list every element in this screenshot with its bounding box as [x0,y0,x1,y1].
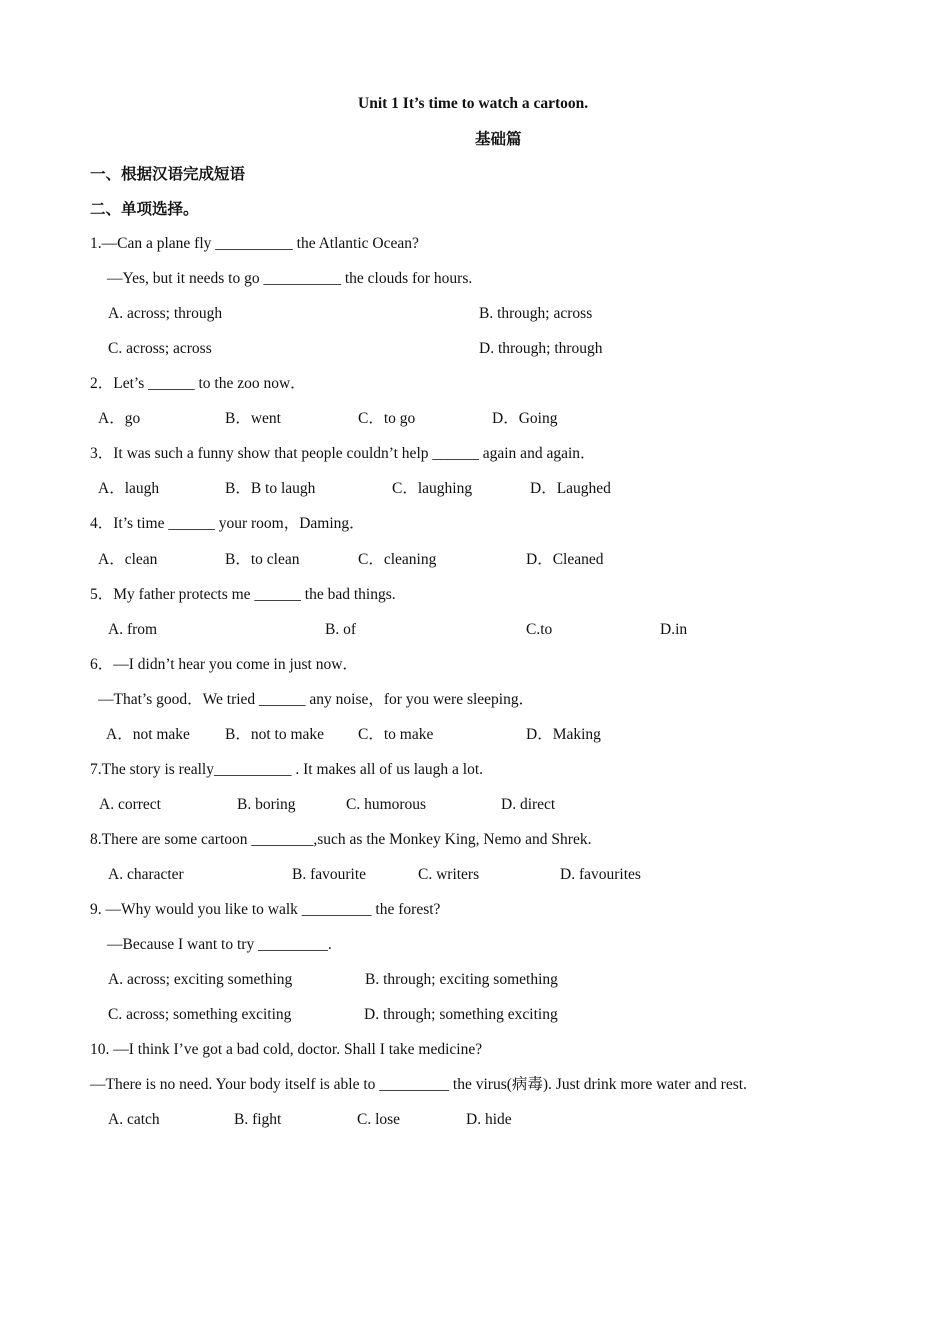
question-7-option-b: B. boring [237,796,296,813]
question-10-option-a: A. catch [108,1111,160,1128]
question-9-stem: 9. —Why would you like to walk _________ the forest? [90,901,441,918]
question-3-option-b: B．B to laugh [225,480,316,497]
question-9-option-a: A. across; exciting something [108,971,293,988]
question-2-option-b: B．went [225,410,281,427]
question-10-option-c: C. lose [357,1111,401,1128]
question-9-stem-reply: —Because I want to try _________. [107,936,332,953]
question-5-option-a: A. from [108,621,158,638]
question-6-option-a: A．not make [106,726,190,743]
question-1-stem-reply: —Yes, but it needs to go __________ the clouds for hours. [107,270,473,287]
question-4-stem: 4．It’s time ______ your room，Daming． [90,515,365,532]
question-8-option-b: B. favourite [292,866,367,883]
question-2-option-d: D．Going [492,410,558,427]
question-6-option-b: B．not to make [225,726,325,743]
question-1-option-a: A. across; through [108,305,223,322]
question-3-option-a: A．laugh [98,480,160,497]
page-title: Unit 1 It’s time to watch a cartoon. [358,95,589,112]
question-6-stem-reply: —That’s good．We tried ______ any noise，for you were sleeping． [98,691,535,708]
page-subtitle: 基础篇 [475,130,522,148]
question-5-option-d: D.in [660,621,688,638]
question-6-stem: 6．—I didn’t hear you come in just now． [90,656,358,673]
question-9-option-c: C. across; something exciting [108,1006,292,1023]
question-5-option-c: C.to [526,621,553,638]
question-3-stem: 3．It was such a funny show that people couldn’t help ______ again and again． [90,445,596,462]
question-10-option-d: D. hide [466,1111,512,1128]
question-10-stem: 10. —I think I’ve got a bad cold, doctor. Shall I take medicine? [90,1041,483,1058]
question-4-option-d: D．Cleaned [526,551,604,568]
question-8-option-d: D. favourites [560,866,641,883]
question-4-option-c: C．cleaning [358,551,437,568]
question-7-option-a: A. correct [99,796,161,813]
question-7-stem: 7.The story is really__________ . It makes all of us laugh a lot. [90,761,484,778]
question-2-option-a: A．go [98,410,141,427]
question-9-option-d: D. through; something exciting [364,1006,558,1023]
question-8-stem: 8.There are some cartoon ________,such as the Monkey King, Nemo and Shrek. [90,831,592,848]
question-5-option-b: B. of [325,621,356,638]
question-10-stem-reply: —There is no need. Your body itself is able to _________ the virus(病毒). Just drink more water and rest. [90,1076,747,1093]
question-1-option-d: D. through; through [479,340,603,357]
question-7-option-c: C. humorous [346,796,427,813]
question-2-option-c: C．to go [358,410,416,427]
question-2-stem: 2．Let’s ______ to the zoo now． [90,375,306,392]
question-5-stem: 5．My father protects me ______ the bad things. [90,586,396,603]
question-9-option-b: B. through; exciting something [365,971,558,988]
section-heading-2: 二、单项选择。 [90,200,199,218]
question-3-option-d: D．Laughed [530,480,611,497]
question-4-option-a: A．clean [98,551,158,568]
question-1-option-b: B. through; across [479,305,593,322]
question-6-option-d: D．Making [526,726,601,743]
question-1-stem: 1.—Can a plane fly __________ the Atlantic Ocean? [90,235,419,252]
section-heading-1: 一、根据汉语完成短语 [90,165,246,183]
question-8-option-c: C. writers [418,866,480,883]
question-1-option-c: C. across; across [108,340,212,357]
question-7-option-d: D. direct [501,796,556,813]
question-3-option-c: C．laughing [392,480,473,497]
question-6-option-c: C．to make [358,726,434,743]
question-8-option-a: A. character [108,866,184,883]
question-10-option-b: B. fight [234,1111,282,1128]
question-4-option-b: B．to clean [225,551,300,568]
